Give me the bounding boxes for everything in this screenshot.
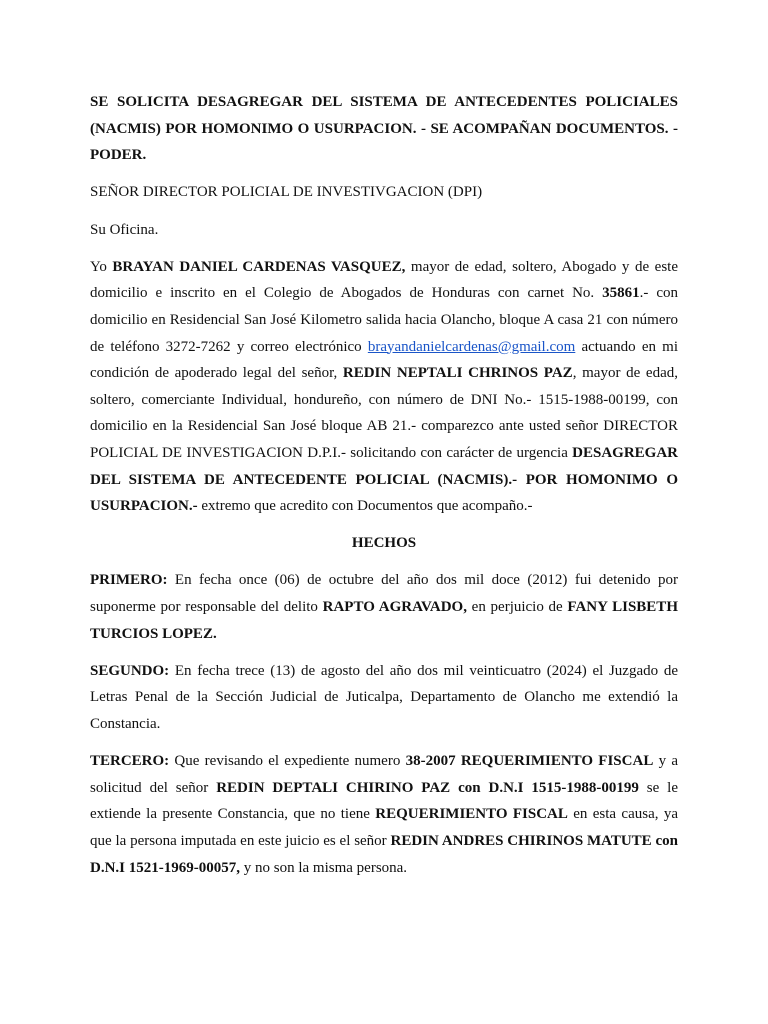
fact-text: En fecha trece (13) de agosto del año dos mil veinticuatro (2024) el Juzgado de Letras Penal de la Sección Judicial de Juticalpa, Departamento de Olancho me extendió la Constancia.	[90, 662, 678, 733]
document-page	[90, 89, 678, 892]
intro-text: Yo	[90, 258, 113, 275]
intro-text: extremo que acredito con Documentos que acompaño.-	[197, 498, 533, 515]
fact-segundo	[90, 658, 678, 738]
intro-text: actuando en mi condición de apoderado legal del señor,	[90, 338, 678, 382]
case-file-number: 38-2007 REQUERIMIENTO FISCAL	[405, 753, 654, 770]
bar-card-number: 35861	[602, 285, 640, 302]
fact-tercero	[90, 748, 678, 881]
fiscal-requirement: REQUERIMIENTO FISCAL	[375, 806, 568, 823]
requester-name: REDIN DEPTALI CHIRINO PAZ con D.N.I 1515-1988-00199	[216, 779, 639, 796]
office-line: Su Oficina.	[90, 221, 159, 238]
intro-text: , mayor de edad, soltero, comerciante Individual, hondureño, con número de DNI No.- 1515-1988-00199, con domicilio en la Residencial San José bloque AB 21.- comparezco ante usted señor DIRECTOR POLICIAL DE INVESTIGACION D.P.I.- solicitando con carácter de urgencia	[90, 365, 678, 461]
section-heading: HECHOS	[351, 535, 417, 552]
fact-primero	[90, 567, 678, 647]
fact-text: se le extiende la presente Constancia, que no tiene	[90, 779, 679, 823]
intro-text: .- con domicilio en Residencial San José Kilometro salida hacia Olancho, bloque A casa 21 con número de teléfono 3272-7262 y correo electrónico	[90, 285, 679, 355]
request-statement: DESAGREGAR DEL SISTEMA DE ANTECEDENTE POLICIAL (NACMIS).- POR HOMONIMO O USURPACION.-	[90, 444, 678, 515]
fact-label: PRIMERO:	[90, 572, 168, 589]
fact-text: y no son la misma persona.	[240, 859, 408, 876]
addressee: SEÑOR DIRECTOR POLICIAL DE INVESTIVGACION (DPI)	[90, 184, 483, 201]
fact-text: en esta causa, ya que la persona imputada en este juicio es el señor	[90, 806, 678, 849]
fact-label: TERCERO:	[90, 753, 170, 770]
intro-paragraph	[90, 254, 678, 520]
email-link[interactable]: brayandanielcardenas@gmail.com	[367, 338, 576, 355]
accused-name: REDIN ANDRES CHIRINOS MATUTE con D.N.I 1521-1969-00057,	[90, 833, 678, 876]
victim-name: FANY LISBETH TURCIOS LOPEZ.	[90, 599, 678, 642]
crime-name: RAPTO AGRAVADO,	[322, 599, 467, 616]
petitioner-name: BRAYAN DANIEL CARDENAS VASQUEZ,	[112, 258, 406, 275]
fact-text: y a solicitud del señor	[90, 753, 678, 796]
fact-label: SEGUNDO:	[90, 662, 170, 679]
intro-text: mayor de edad, soltero, Abogado y de este domicilio e inscrito en el Colegio de Abogados de Honduras con carnet No.	[90, 258, 678, 302]
document-title: SE SOLICITA DESAGREGAR DEL SISTEMA DE ANTECEDENTES POLICIALES (NACMIS) POR HOMONIMO O USURPACION. - SE ACOMPAÑAN DOCUMENTOS. - PODER.	[90, 94, 678, 164]
fact-text: Que revisando el expediente numero	[169, 753, 406, 770]
client-name: REDIN NEPTALI CHRINOS PAZ	[342, 365, 573, 382]
fact-text: en perjuicio de	[466, 599, 568, 616]
fact-text: En fecha once (06) de octubre del año dos mil doce (2012) fui detenido por suponerme por responsable del delito	[90, 572, 678, 616]
